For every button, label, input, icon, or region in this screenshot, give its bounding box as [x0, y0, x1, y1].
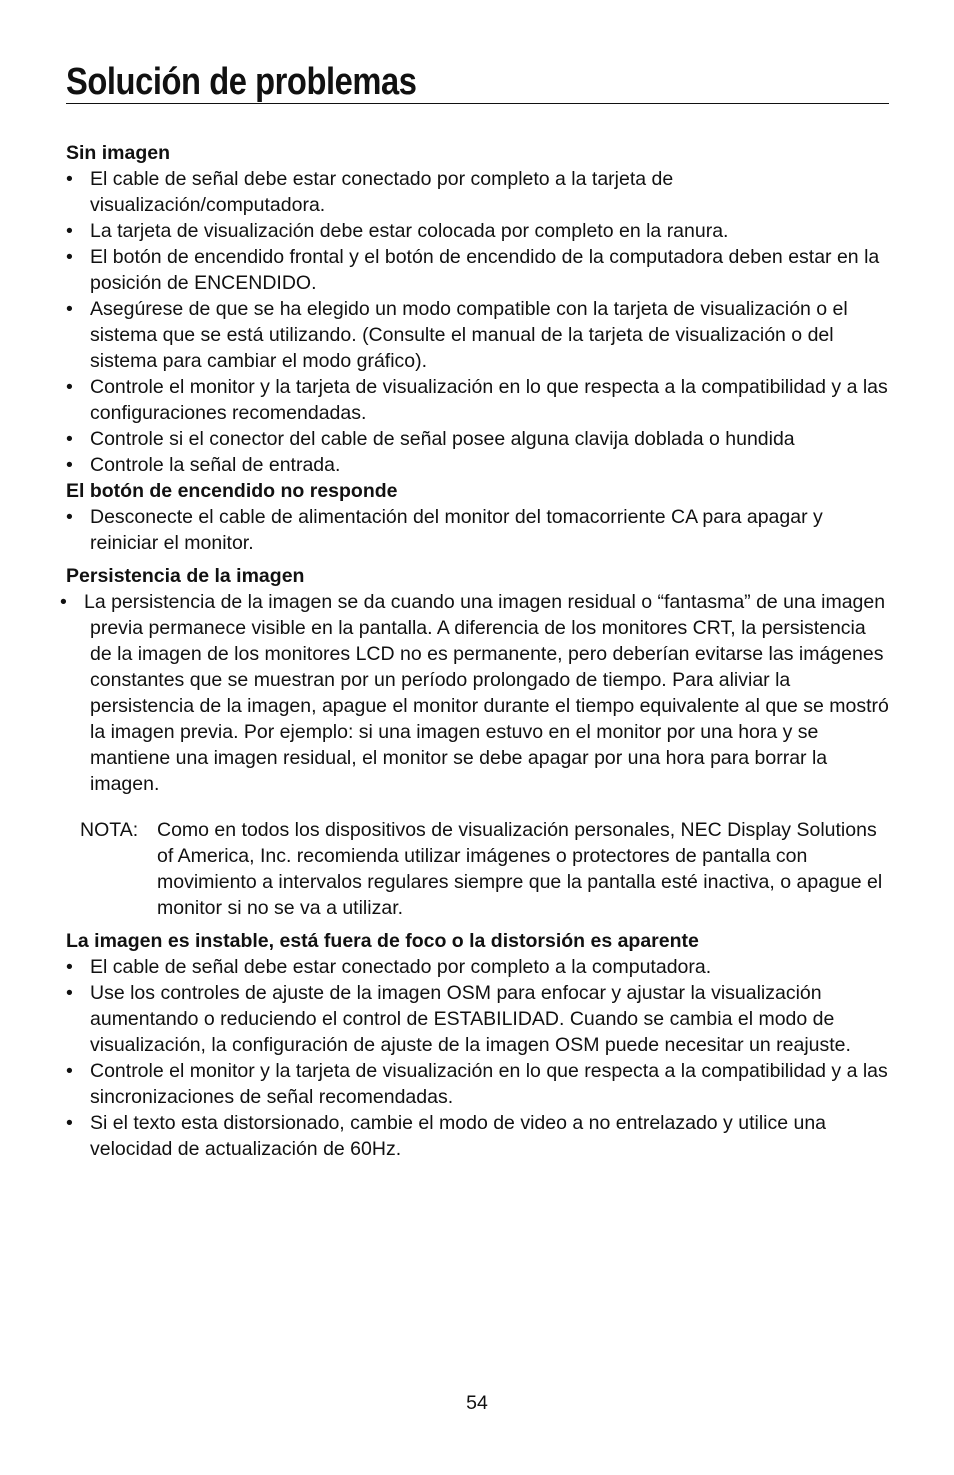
section-heading: La imagen es instable, está fuera de foco o la distorsión es aparente — [66, 930, 699, 952]
section-heading: Persistencia de la imagen — [66, 565, 305, 587]
list-item: • Controle el monitor y la tarjeta de visualización en lo que respecta a la compatibilidad y a las sincronizaciones de señal recomendadas. — [66, 1058, 889, 1110]
bullet-list — [66, 504, 889, 556]
list-item: • Controle la señal de entrada. — [66, 452, 889, 478]
list-item: • Desconecte el cable de alimentación del monitor del tomacorriente CA para apagar y reiniciar el monitor. — [66, 504, 889, 556]
section-heading: El botón de encendido no responde — [66, 480, 398, 502]
page-number: 54 — [466, 1392, 488, 1414]
list-item: • El cable de señal debe estar conectado por completo a la computadora. — [66, 954, 889, 980]
list-item: • Controle si el conector del cable de señal posee alguna clavija doblada o hundida — [66, 426, 889, 452]
list-item: • Use los controles de ajuste de la imagen OSM para enfocar y ajustar la visualización aumentando o reduciendo el control de ESTABILIDAD. Cuando se cambia el modo de visualización, la configuración de ajuste de la imagen OSM puede necesitar un reajuste. — [66, 980, 889, 1058]
bullet-list — [66, 954, 889, 1162]
list-item: • El botón de encendido frontal y el botón de encendido de la computadora deben estar en la posición de ENCENDIDO. — [66, 244, 889, 296]
section-sin-imagen — [66, 140, 889, 478]
note-text: Como en todos los dispositivos de visualización personales, NEC Display Solutions of America, Inc. recomienda utilizar imágenes o protectores de pantalla con movimiento a intervalos regulares siempre que la pantalla esté inactiva, o apague el monitor si no se va a utilizar. — [157, 819, 883, 919]
list-item: • El cable de señal debe estar conectado por completo a la tarjeta de visualización/computadora. — [66, 166, 889, 218]
section-imagen-instable — [66, 928, 889, 1162]
page-title: Solución de problemas — [66, 61, 417, 103]
title-underline — [66, 103, 889, 104]
bullet-list — [66, 166, 889, 478]
note-label: NOTA: — [80, 819, 139, 841]
bullet-list — [66, 589, 889, 797]
list-item: • Controle el monitor y la tarjeta de visualización en lo que respecta a la compatibilidad y a las configuraciones recomendadas. — [66, 374, 889, 426]
section-boton-encendido — [66, 478, 889, 556]
list-item: • Si el texto esta distorsionado, cambie el modo de video a no entrelazado y utilice una velocidad de actualización de 60Hz. — [66, 1110, 889, 1162]
section-persistencia — [66, 563, 889, 921]
list-item: • La persistencia de la imagen se da cuando una imagen residual o “fantasma” de una imagen previa permanece visible en la pantalla. A diferencia de los monitores CRT, la persistencia de la imagen de los monitores LCD no es permanente, pero deberían evitarse las imágenes constantes que se muestran por un período prolongado de tiempo. Para aliviar la persistencia de la imagen, apague el monitor durante el tiempo equivalente al que se mostró la imagen previa. Por ejemplo: si una imagen estuvo en el monitor por una hora y se mantiene una imagen residual, el monitor se debe apagar por una hora para borrar la imagen. — [66, 589, 889, 797]
list-item: • La tarjeta de visualización debe estar colocada por completo en la ranura. — [66, 218, 889, 244]
list-item: • Asegúrese de que se ha elegido un modo compatible con la tarjeta de visualización o el sistema que se está utilizando. (Consulte el manual de la tarjeta de visualización o del sistema para cambiar el modo gráfico). — [66, 296, 889, 374]
section-heading: Sin imagen — [66, 142, 171, 164]
note-block — [66, 817, 889, 921]
page-content — [66, 140, 889, 1162]
